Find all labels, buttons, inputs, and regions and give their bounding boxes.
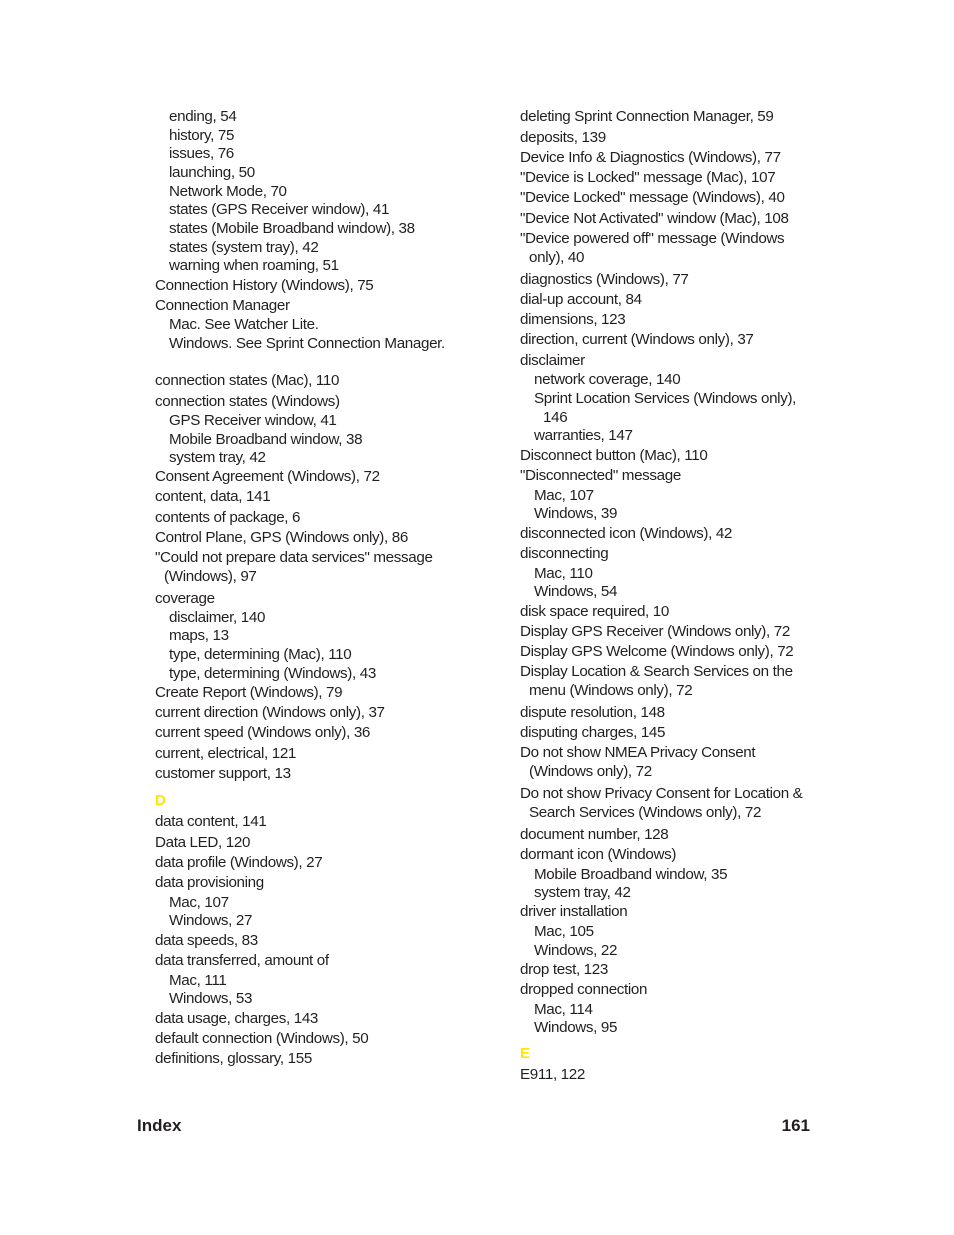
- index-subentry: history, 75: [169, 127, 235, 144]
- index-subentry: Mobile Broadband window, 35: [534, 866, 728, 883]
- index-entry: data speeds, 83: [155, 932, 258, 949]
- index-entry: Do not show NMEA Privacy Consent (Windows only), 72: [520, 744, 756, 780]
- index-entry: Display Location & Search Services on the menu (Windows only), 72: [520, 663, 793, 699]
- index-entry: current speed (Windows only), 36: [155, 724, 371, 741]
- index-entry: "Device is Locked" message (Mac), 107: [520, 169, 776, 186]
- index-entry: data provisioning: [155, 874, 264, 891]
- index-subentry: states (system tray), 42: [169, 239, 319, 256]
- index-subentry: Mac, 114: [534, 1001, 593, 1018]
- index-entry: connection states (Windows): [155, 393, 340, 410]
- index-entry: "Disconnected" message: [520, 467, 681, 484]
- index-subentry: Mac, 107: [534, 487, 594, 504]
- index-entry: connection states (Mac), 110: [155, 372, 340, 389]
- index-subentry: ending, 54: [169, 108, 237, 125]
- index-entry: Connection History (Windows), 75: [155, 277, 374, 294]
- index-subentry: issues, 76: [169, 145, 234, 162]
- index-subentry: Mac, 110: [534, 565, 593, 582]
- index-entry: disputing charges, 145: [520, 724, 666, 741]
- index-subentry: system tray, 42: [169, 449, 266, 466]
- index-entry: Connection Manager: [155, 297, 290, 314]
- index-entry: disconnected icon (Windows), 42: [520, 525, 733, 542]
- index-subentry: warranties, 147: [534, 427, 633, 444]
- index-subentry: Windows, 95: [534, 1019, 618, 1036]
- index-entry: contents of package, 6: [155, 509, 301, 526]
- index-entry: diagnostics (Windows), 77: [520, 271, 689, 288]
- index-entry: Control Plane, GPS (Windows only), 86: [155, 529, 408, 546]
- index-entry: data profile (Windows), 27: [155, 854, 323, 871]
- footer-section-title: Index: [137, 1116, 182, 1135]
- index-entry: Disconnect button (Mac), 110: [520, 447, 708, 464]
- index-subentry: Windows. See Sprint Connection Manager.: [169, 335, 445, 352]
- index-entry: Do not show Privacy Consent for Location & Search Services (Windows only), 72: [520, 785, 803, 821]
- index-subentry: Windows, 39: [534, 505, 618, 522]
- index-entry: definitions, glossary, 155: [155, 1050, 312, 1067]
- index-subentry: states (Mobile Broadband window), 38: [169, 220, 415, 237]
- index-subentry: system tray, 42: [534, 884, 631, 901]
- section-letter: D: [155, 792, 166, 809]
- index-subentry: disclaimer, 140: [169, 609, 266, 626]
- index-entry: document number, 128: [520, 826, 669, 843]
- footer-page-number: 161: [781, 1116, 810, 1135]
- index-entry: data transferred, amount of: [155, 952, 329, 969]
- index-entry: Create Report (Windows), 79: [155, 684, 343, 701]
- index-subentry: Windows, 27: [169, 912, 253, 929]
- index-entry: direction, current (Windows only), 37: [520, 331, 754, 348]
- index-entry: customer support, 13: [155, 765, 291, 782]
- index-column-left: [155, 107, 465, 1069]
- index-subentry: Mac, 105: [534, 923, 594, 940]
- index-entry: Display GPS Welcome (Windows only), 72: [520, 643, 794, 660]
- index-subentry: network coverage, 140: [534, 371, 681, 388]
- index-subentry: states (GPS Receiver window), 41: [169, 201, 390, 218]
- index-subentry: maps, 13: [169, 627, 229, 644]
- index-entry: Display GPS Receiver (Windows only), 72: [520, 623, 790, 640]
- index-entry: content, data, 141: [155, 488, 271, 505]
- index-entry: coverage: [155, 590, 215, 607]
- index-entry: dropped connection: [520, 981, 648, 998]
- index-entry: "Device Not Activated" window (Mac), 108: [520, 210, 789, 227]
- index-subentry: launching, 50: [169, 164, 255, 181]
- index-entry: "Could not prepare data services" message (Windows), 97: [155, 549, 433, 585]
- index-subentry: Mac. See Watcher Lite.: [169, 316, 319, 333]
- index-entry: disconnecting: [520, 545, 609, 562]
- index-subentry: Network Mode, 70: [169, 183, 287, 200]
- index-entry: deposits, 139: [520, 129, 606, 146]
- index-entry: disclaimer: [520, 352, 585, 369]
- section-letter: E: [520, 1045, 530, 1062]
- index-entry: default connection (Windows), 50: [155, 1030, 369, 1047]
- index-subentry: Mobile Broadband window, 38: [169, 431, 363, 448]
- index-subentry: type, determining (Mac), 110: [169, 646, 352, 663]
- index-entry: current, electrical, 121: [155, 745, 297, 762]
- index-subentry: Windows, 53: [169, 990, 253, 1007]
- index-subentry: Sprint Location Services (Windows only), 146: [534, 390, 797, 426]
- index-subentry: GPS Receiver window, 41: [169, 412, 337, 429]
- index-entry: drop test, 123: [520, 961, 608, 978]
- index-entry: "Device powered off" message (Windows only), 40: [520, 230, 785, 266]
- index-column-right: [520, 107, 820, 1085]
- index-entry: disk space required, 10: [520, 603, 669, 620]
- index-entry: dial-up account, 84: [520, 291, 642, 308]
- index-entry: Device Info & Diagnostics (Windows), 77: [520, 149, 781, 166]
- index-entry: data usage, charges, 143: [155, 1010, 319, 1027]
- index-entry: driver installation: [520, 903, 628, 920]
- index-subentry: warning when roaming, 51: [169, 257, 339, 274]
- index-entry: deleting Sprint Connection Manager, 59: [520, 108, 774, 125]
- index-subentry: Mac, 107: [169, 894, 229, 911]
- index-entry: "Device Locked" message (Windows), 40: [520, 189, 785, 206]
- index-entry: dimensions, 123: [520, 311, 626, 328]
- index-entry: current direction (Windows only), 37: [155, 704, 385, 721]
- index-entry: dormant icon (Windows): [520, 846, 677, 863]
- index-entry: dispute resolution, 148: [520, 704, 665, 721]
- index-subentry: Windows, 54: [534, 583, 618, 600]
- index-entry: data content, 141: [155, 813, 267, 830]
- index-entry: Data LED, 120: [155, 834, 251, 851]
- index-subentry: Mac, 111: [169, 972, 227, 989]
- index-entry: Consent Agreement (Windows), 72: [155, 468, 380, 485]
- index-subentry: type, determining (Windows), 43: [169, 665, 376, 682]
- index-entry: E911, 122: [520, 1066, 585, 1083]
- index-subentry: Windows, 22: [534, 942, 618, 959]
